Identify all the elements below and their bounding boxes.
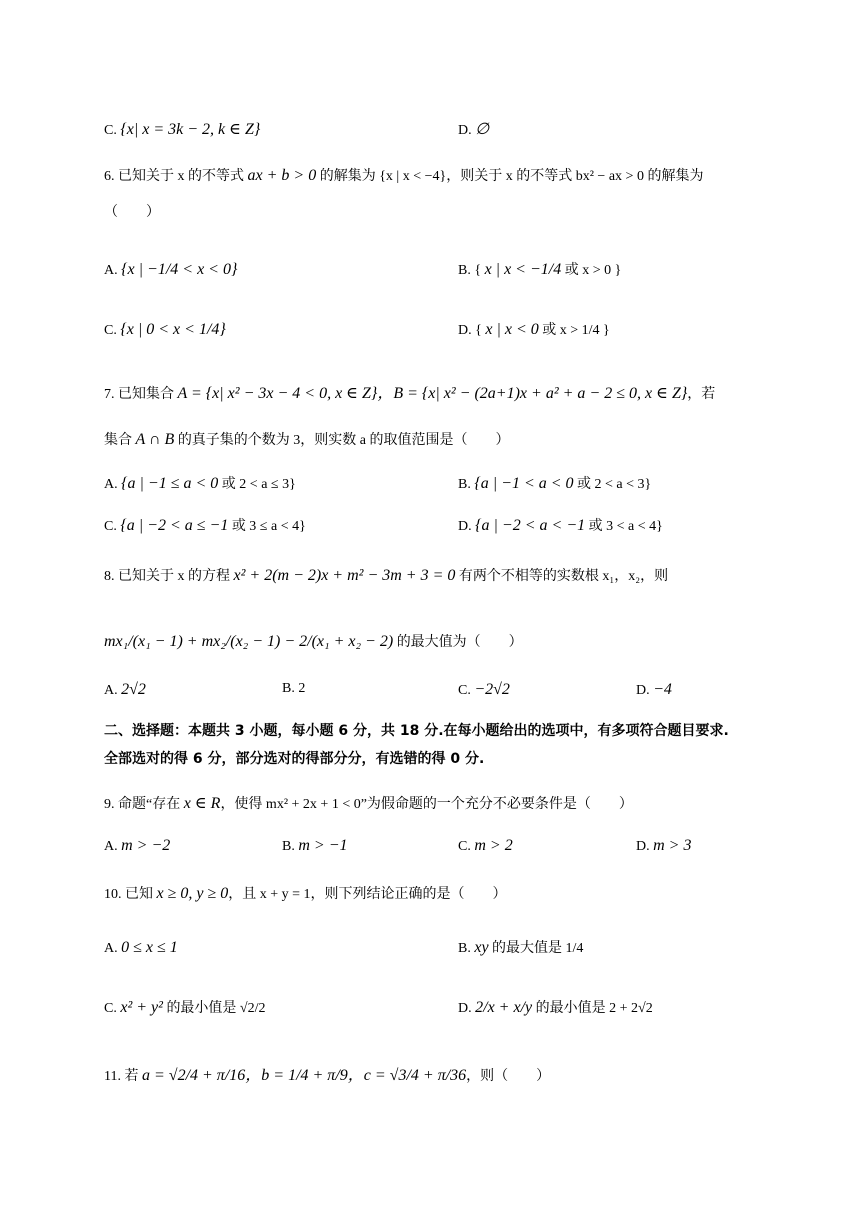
line-rest: 或 2 < a ≤ 3} [218,477,296,492]
line-q5-c [104,122,260,138]
line-rest: 或 3 < a < 4} [585,519,663,534]
line-label: 7. 已知集合 [104,387,178,402]
line-label: D. [458,123,476,138]
line-q10-c [104,1000,266,1016]
line-label: B. [458,941,475,956]
line-q9-a [104,838,170,854]
math-expression: ∅ [475,121,490,138]
line-q8-stem [104,568,668,584]
line-label: 11. 若 [104,1069,142,1084]
math-expression: m > −1 [298,837,348,854]
line-label: B. [282,839,299,854]
line-q10-a [104,940,178,956]
line-rest: 有两个不相等的实数根 x₁，x₂，则 [455,569,669,584]
line-label: C. [104,323,121,338]
line-label: C. [104,519,121,534]
line-label: 集合 [104,433,136,448]
math-expression: x ≥ 0, y ≥ 0 [156,885,229,902]
line-label: D. [636,839,654,854]
math-expression: a = √2/4 + π/16，b = 1/4 + π/9，c = √3/4 + π/36 [141,1067,467,1084]
line-label: B. 2 [282,681,306,696]
line-q8-expr [104,634,523,650]
math-expression: x² + y² [120,999,163,1016]
line-label: C. [458,839,475,854]
line-label: （ ） [104,205,160,220]
math-expression: A = {x| x² − 3x − 4 < 0, x ∈ Z}，B = {x| x² − (2a+1)x + a² + a − 2 ≤ 0, x ∈ Z} [177,385,688,402]
line-q6-paren [104,206,160,220]
line-q8-b [282,682,305,696]
line-label: D. [458,1001,476,1016]
math-expression: m > −2 [121,837,171,854]
math-expression: {a | −2 < a < −1 [475,517,586,534]
math-expression: x ∈ R [183,795,221,812]
line-label: A. [104,941,122,956]
line-q10-b [458,940,583,956]
line-label: C. [104,1001,121,1016]
line-q9-stem [104,796,633,812]
line-q6-b [458,262,621,278]
line-rest: 的最大值是 1/4 [488,941,584,956]
line-q7-c [104,518,306,534]
math-expression: 2√2 [121,681,146,698]
line-q7-d [458,518,663,534]
line-rest: 或 2 < a < 3} [573,477,652,492]
line-label: A. [104,477,122,492]
line-label: B. { [458,263,485,278]
line-rest: 的最大值为（ ） [393,635,523,650]
line-q10-d [458,1000,653,1016]
line-rest: ，若 [687,387,716,402]
math-expression: {x | 0 < x < 1/4} [120,321,226,338]
line-rest: 的最小值是 2 + 2√2 [532,1001,653,1016]
line-label: D. [636,683,654,698]
math-expression: ax + b > 0 [247,167,317,184]
math-expression: m > 2 [474,837,513,854]
line-q7-a [104,476,296,492]
math-expression: {a | −1 < a < 0 [474,475,574,492]
line-label: 8. 已知关于 x 的方程 [104,569,234,584]
math-expression: {x| x = 3k − 2, k ∈ Z} [120,121,261,138]
line-q11-stem [104,1068,550,1084]
line-q5-d [458,122,489,138]
section-header: 全部选对的得 6 分，部分选对的得部分分，有选错的得 0 分. [104,751,485,767]
line-label: A. [104,263,122,278]
line-q8-c [458,682,510,698]
line-q6-d [458,322,610,338]
line-label: 10. 已知 [104,887,157,902]
math-expression: {a | −1 ≤ a < 0 [121,475,219,492]
line-label: 9. 命题“存在 [104,797,184,812]
line-sec2-2 [104,752,484,767]
line-label: B. [458,477,475,492]
line-rest: ，则（ ） [466,1069,551,1084]
line-q6-a [104,262,237,278]
line-rest: 或 3 ≤ a < 4} [228,519,306,534]
line-sec2-1 [104,724,729,739]
line-q8-a [104,682,146,698]
line-q9-d [636,838,691,854]
section-header: 二、选择题：本题共 3 小题，每小题 6 分，共 18 分.在每小题给出的选项中，有多项符合题目要求. [104,723,729,739]
math-expression: −4 [653,681,672,698]
line-rest: 的真子集的个数为 3，则实数 a 的取值范围是（ ） [174,433,510,448]
line-label: C. [104,123,121,138]
line-q6-stem [104,168,703,184]
math-expression: x² + 2(m − 2)x + m² − 3m + 3 = 0 [233,567,456,584]
line-rest: ，且 x + y = 1，则下列结论正确的是（ ） [228,887,507,902]
line-rest: 的解集为 {x | x < −4}，则关于 x 的不等式 bx² − ax > 0 的解集为 [316,169,704,184]
math-expression: mx₁/(x₁ − 1) + mx₂/(x₂ − 1) − 2/(x₁ + x₂ − 2) [104,633,394,650]
math-expression: −2√2 [474,681,510,698]
line-q6-c [104,322,226,338]
line-label: 6. 已知关于 x 的不等式 [104,169,248,184]
line-q9-b [282,838,348,854]
line-q7-stem2 [104,432,510,448]
line-rest: 或 x > 0 } [561,263,622,278]
math-expression: {a | −2 < a ≤ −1 [120,517,229,534]
math-expression: m > 3 [653,837,692,854]
line-label: D. [458,519,476,534]
line-label: D. { [458,323,486,338]
line-q7-stem [104,386,715,402]
line-rest: 的最小值是 √2/2 [162,1001,266,1016]
line-label: C. [458,683,475,698]
line-q9-c [458,838,513,854]
line-rest: ，使得 mx² + 2x + 1 < 0”为假命题的一个充分不必要条件是（ ） [220,797,633,812]
line-label: A. [104,839,122,854]
math-expression: x | x < −1/4 [484,261,562,278]
line-q7-b [458,476,651,492]
line-label: A. [104,683,122,698]
math-expression: x | x < 0 [485,321,539,338]
math-expression: xy [474,939,489,956]
math-expression: 0 ≤ x ≤ 1 [121,939,178,956]
line-q8-d [636,682,672,698]
line-rest: 或 x > 1/4 } [538,323,610,338]
math-expression: A ∩ B [135,431,175,448]
math-expression: 2/x + x/y [475,999,533,1016]
line-q10-stem [104,886,507,902]
math-expression: {x | −1/4 < x < 0} [121,261,238,278]
